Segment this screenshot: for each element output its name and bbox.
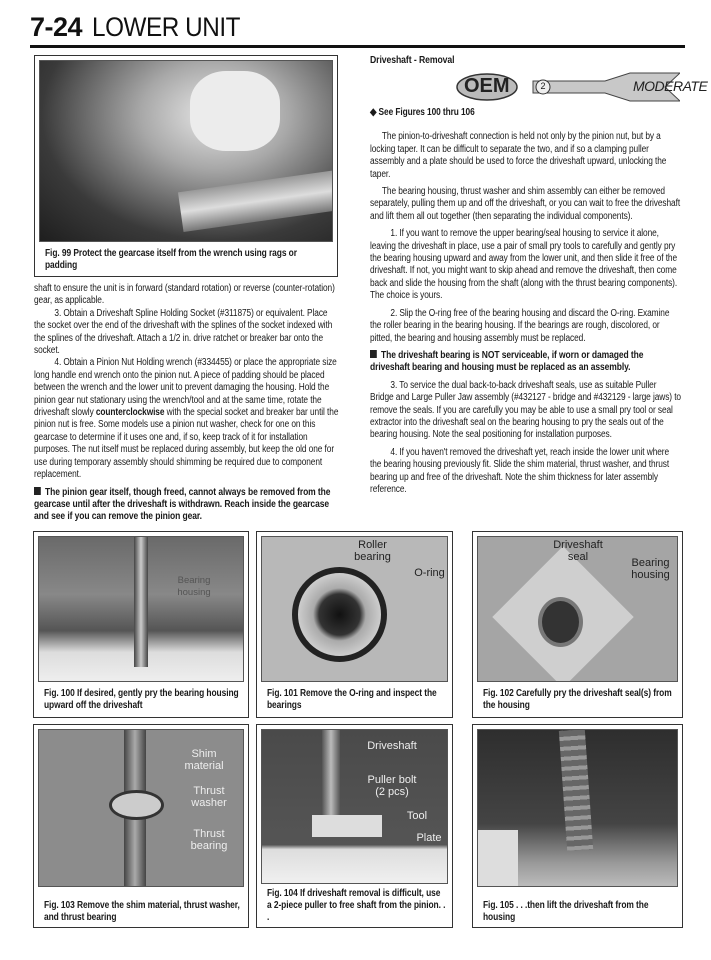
figure-caption: Fig. 104 If driveshaft removal is difficult, use a 2-piece puller to free shaft from the pinion. . .: [267, 888, 446, 923]
paragraph: The bearing housing, thrust washer and shim assembly can either be removed separately, pulling them up and off the driveshaft, or you can wait to free the driveshaft and lift them all out together (then separating the individual components).: [370, 186, 681, 222]
figure-photo: [261, 536, 448, 682]
paragraph: [34, 357, 340, 481]
level-number: 2: [540, 81, 546, 91]
left-column: [34, 283, 340, 529]
page-number: 7-24: [30, 12, 83, 42]
step-text: with the special socket and breaker bar until the pinion nut is free. Some models use a pinion nut washer, check for one on this gearcase to determine if it uses one and, if so, keep track of it for installation purposes. The nut itself must be replaced during assembly, but keep the old one for use during temporary assembly should shimming be required due to component replacement.: [34, 407, 339, 481]
diamond-bullet-icon: ◆: [370, 107, 379, 118]
driveshaft-shape: [178, 170, 333, 232]
callout-label: Bearing housing: [631, 557, 670, 581]
paragraph: 1. If you want to remove the upper bearing/seal housing to service it alone, leaving the driveshaft in place, use a pair of small pry tools to carefully and gently pry the bearing housing upward and away from the lower unit, and then slide it free of the driveshaft. If not, you might want to skip ahead and remove the driveshaft, then come back and slide the housing from the shaft (along with the thrust bearing components). The choice is yours.: [370, 228, 678, 302]
callout-label: Thrust bearing: [190, 828, 228, 852]
section-heading: Driveshaft - Removal: [370, 55, 455, 66]
paragraph: 2. Slip the O-ring free of the bearing housing and discard the O-ring. Examine the roller bearing in the bearing housing. If the bearings are rough, discolored, or pitted, the bearing and housing assembly must be replaced.: [370, 307, 670, 344]
paragraph: shaft to ensure the unit is in forward (standard rotation) or reverse (counter-rotation) gear, as applicable.: [34, 283, 335, 307]
paragraph: 4. If you haven't removed the driveshaft yet, reach inside the lower unit where the bearing housing previously fit. Slide the shim material, thrust washer, and thrust bearing up and free of the driveshaft. Note the shim thickness for later assembly reference.: [370, 446, 670, 495]
callout-label: O-ring: [414, 567, 445, 579]
paragraph: 3. To service the dual back-to-back driveshaft seals, use as suitable Puller Bridge and Large Puller Jaw assembly (#432127 - bridge and #432129 - large jaws) to remove the seals. If you are carefully you may be able to use a small pry tool or seal extractor into the driveshaft seal on the bearing housing to pry the seals out of the bearing housing. Note the seal positioning for installation purposes.: [370, 379, 681, 441]
rag-shape: [190, 71, 280, 151]
page-header: [30, 12, 257, 43]
figure-105: [472, 724, 683, 928]
oem-label: OEM: [464, 75, 510, 97]
square-bullet-icon: [34, 487, 41, 495]
figure-photo: [39, 60, 333, 242]
figure-103: [33, 724, 249, 928]
see-figures: [370, 107, 682, 119]
figure-photo: [261, 729, 448, 884]
figure-caption: Fig. 103 Remove the shim material, thrust washer, and thrust bearing: [44, 900, 240, 923]
callout-label: Plate: [416, 832, 442, 844]
difficulty-label: MODERATE: [633, 78, 708, 94]
square-bullet-icon: [370, 350, 377, 358]
note: [34, 487, 340, 524]
note-text: The driveshaft bearing is NOT serviceable, if worn or damaged the driveshaft bearing and housing must be replaced as an assembly.: [370, 349, 644, 374]
figure-100: [33, 531, 249, 718]
figure-102: [472, 531, 683, 718]
callout-label: Shim material: [184, 748, 224, 772]
figure-99: [34, 55, 338, 277]
see-figures-text: See Figures 100 thru 106: [378, 107, 475, 118]
figure-caption: Fig. 99 Protect the gearcase itself from the wrench using rags or padding: [45, 248, 297, 271]
header-rule: [30, 45, 685, 48]
figure-caption: Fig. 102 Carefully pry the driveshaft seal(s) from the housing: [483, 688, 672, 711]
callout-label: Puller bolt (2 pcs): [367, 774, 417, 798]
right-column-body: [370, 107, 682, 501]
figure-caption: Fig. 100 If desired, gently pry the bearing housing upward off the driveshaft: [44, 688, 239, 711]
callout-label: Thrust washer: [191, 785, 227, 809]
emphasis: counterclockwise: [95, 407, 165, 419]
callout-label: Bearing housing: [177, 575, 211, 598]
figure-photo: [38, 729, 244, 887]
figure-photo: [38, 536, 244, 682]
note-text: The pinion gear itself, though freed, cannot always be removed from the gearcase until after the driveshaft is withdrawn. Reach inside the gearcase and see if you can remove the pinion gear.: [34, 486, 331, 523]
note: [370, 350, 682, 375]
callout-label: Driveshaft seal: [553, 539, 603, 563]
figure-caption: Fig. 105 . . .then lift the driveshaft from the housing: [483, 900, 649, 923]
step-text: 4. Obtain a Pinion Nut Holding wrench (#334455) or place the appropriate size long handle end wrench onto the pinion nut. A piece of padding should be placed between the wrench and the lower unit to prevent damaging the housing. Hold the pinion gear nut stationary using the wrench/tool and at the same time, rotate the driveshaft slowly: [34, 357, 337, 419]
figure-photo: [477, 729, 678, 887]
callout-label: Driveshaft: [367, 740, 417, 752]
callout-label: Tool: [406, 810, 428, 822]
figure-101: [256, 531, 453, 718]
figure-104: [256, 724, 453, 928]
paragraph: The pinion-to-driveshaft connection is held not only by the pinion nut, but by a locking taper. It can be difficult to separate the two, and if so a clamping puller assembly and a plate should be used to force the driveshaft upward, unlocking the taper.: [370, 131, 667, 180]
right-column: [370, 55, 682, 67]
chapter-title: LOWER UNIT: [92, 12, 241, 42]
figure-photo: [477, 536, 678, 682]
paragraph: 3. Obtain a Driveshaft Spline Holding Socket (#311875) or equivalent. Place the socket over the end of the driveshaft with the splines of the socket indexed with the splines of the driveshaft. Attach a 1/2 in. drive ratchet or breaker bar onto the socket.: [34, 307, 333, 357]
figure-caption: Fig. 101 Remove the O-ring and inspect the bearings: [267, 688, 437, 711]
callout-label: Roller bearing: [354, 539, 391, 563]
